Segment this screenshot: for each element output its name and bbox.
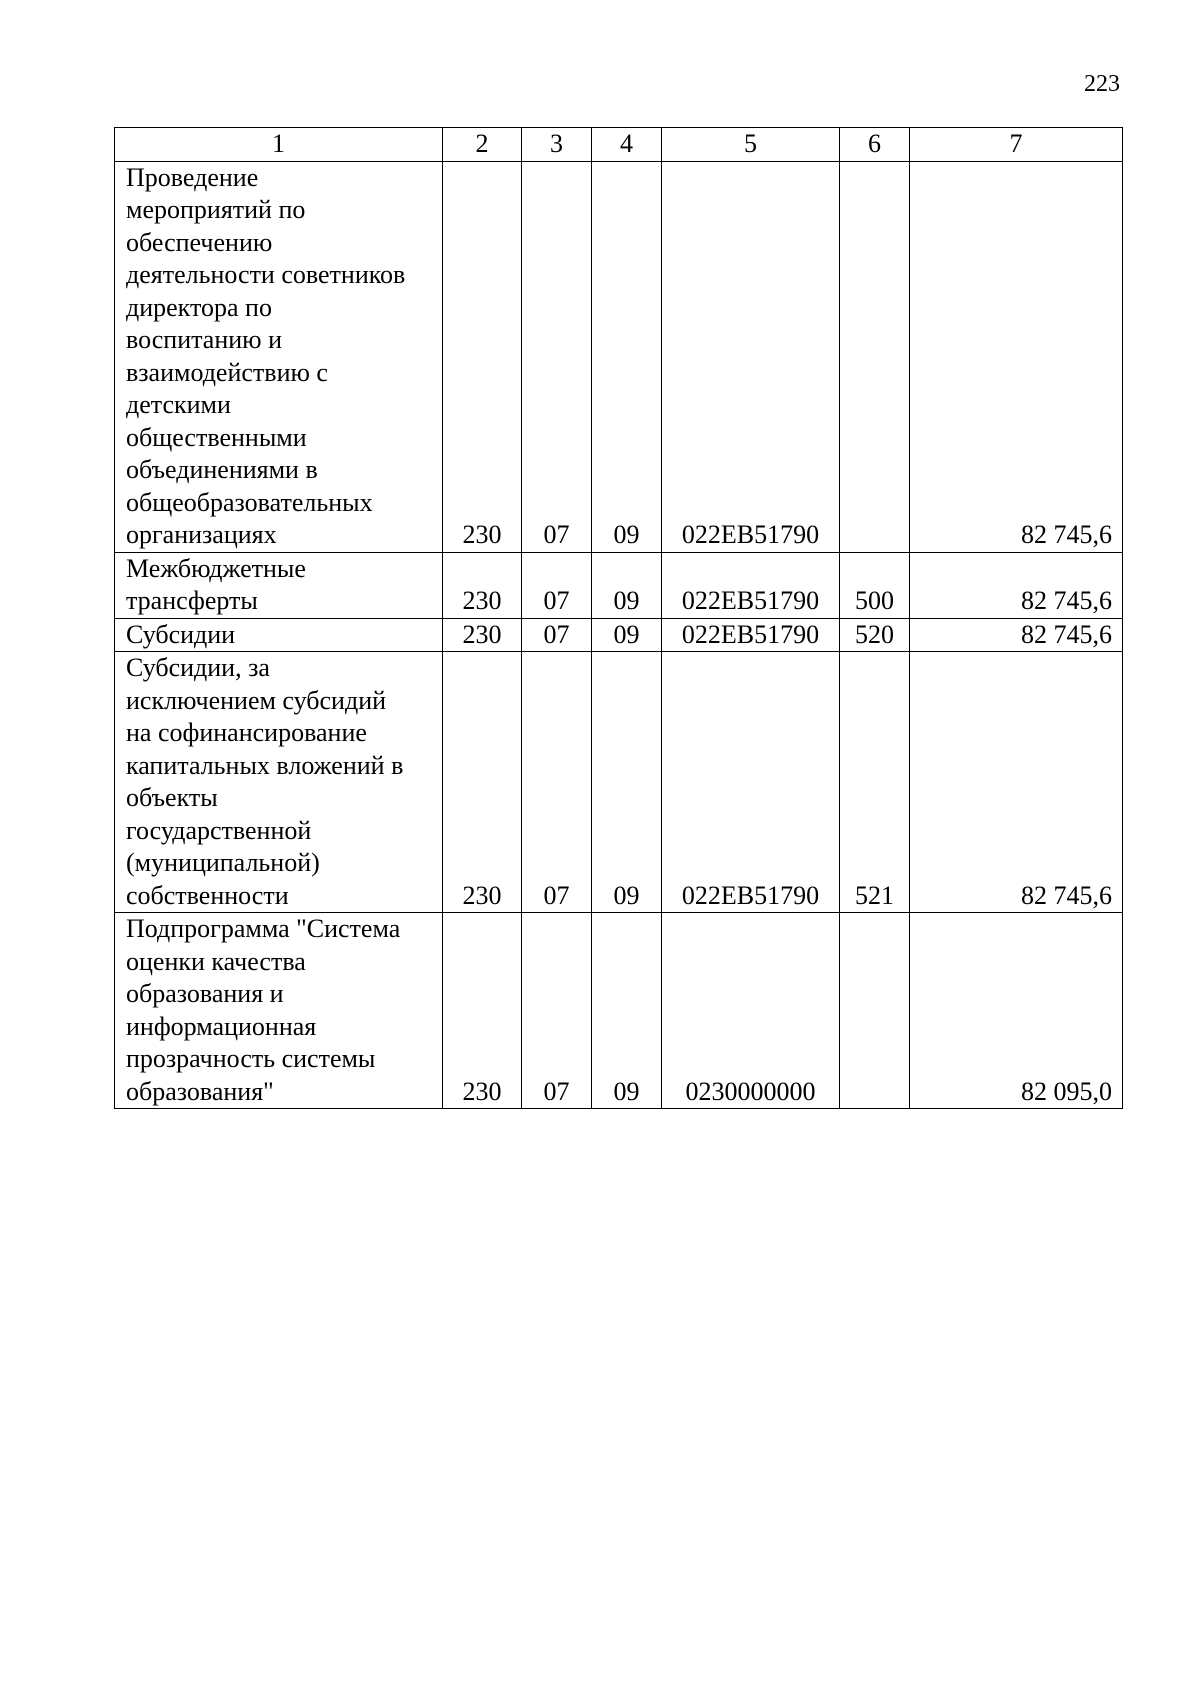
item-name-line: взаимодействию с (126, 357, 328, 387)
item-name-line: трансферты (126, 586, 258, 615)
section-cell: 07 (522, 161, 592, 552)
item-name-line: на софинансирование (126, 718, 367, 747)
item-name-line: детскими (126, 390, 231, 419)
ved-cell: 230 (443, 618, 522, 652)
expense-type-cell: 520 (840, 618, 910, 652)
budget-table (114, 127, 1123, 1109)
item-name-line: общеобразовательных (126, 487, 373, 517)
item-name-cell (115, 652, 443, 913)
expense-type-cell (840, 913, 910, 1109)
ved-cell: 230 (443, 913, 522, 1109)
item-name-line: мероприятий по (126, 195, 306, 224)
item-name-line: Проведение (126, 162, 259, 192)
table-row (115, 552, 1123, 618)
amount-cell: 82 745,6 (910, 652, 1123, 913)
table-row (115, 913, 1123, 1109)
item-name-line: информационная (126, 1011, 317, 1041)
section-cell: 07 (522, 652, 592, 913)
ved-cell: 230 (443, 552, 522, 618)
item-name-line: образования и (126, 979, 284, 1008)
target-article-cell: 0230000000 (662, 913, 840, 1109)
column-header-2: 2 (443, 128, 522, 162)
item-name-line: капитальных вложений в (126, 750, 404, 780)
item-name-line: директора по (126, 292, 272, 322)
item-name-line: Субсидии, за (126, 653, 270, 682)
item-name-cell (115, 618, 443, 652)
item-name-line: Межбюджетные (126, 553, 306, 583)
amount-cell: 82 745,6 (910, 161, 1123, 552)
item-name-line: прозрачность системы (126, 1044, 376, 1073)
expense-type-cell (840, 161, 910, 552)
column-header-6: 6 (840, 128, 910, 162)
item-name-line: объекты (126, 783, 218, 812)
column-header-5: 5 (662, 128, 840, 162)
item-name-line: деятельности советников (126, 260, 406, 289)
column-header-7: 7 (910, 128, 1123, 162)
subsection-cell: 09 (592, 552, 662, 618)
target-article-cell: 022EB51790 (662, 552, 840, 618)
subsection-cell: 09 (592, 161, 662, 552)
item-name-line: Подпрограмма "Система (126, 914, 401, 943)
amount-cell: 82 095,0 (910, 913, 1123, 1109)
target-article-cell: 022EB51790 (662, 161, 840, 552)
column-header-4: 4 (592, 128, 662, 162)
item-name-line: собственности (126, 880, 289, 910)
item-name-cell (115, 552, 443, 618)
ved-cell: 230 (443, 652, 522, 913)
item-name-line: образования" (126, 1076, 274, 1106)
subsection-cell: 09 (592, 913, 662, 1109)
table-row (115, 618, 1123, 652)
table-row (115, 161, 1123, 552)
target-article-cell: 022EB51790 (662, 652, 840, 913)
item-name-line: организациях (126, 520, 277, 549)
item-name-line: Субсидии (126, 619, 236, 649)
section-cell: 07 (522, 913, 592, 1109)
section-cell: 07 (522, 552, 592, 618)
column-header-3: 3 (522, 128, 592, 162)
item-name-line: объединениями в (126, 455, 318, 484)
expense-type-cell: 521 (840, 652, 910, 913)
page-number: 223 (1084, 71, 1120, 97)
item-name-cell (115, 913, 443, 1109)
subsection-cell: 09 (592, 618, 662, 652)
item-name-cell (115, 161, 443, 552)
item-name-line: (муниципальной) (126, 848, 320, 877)
item-name-line: исключением субсидий (126, 685, 387, 715)
amount-cell: 82 745,6 (910, 552, 1123, 618)
item-name-line: воспитанию и (126, 325, 282, 354)
item-name-line: обеспечению (126, 227, 273, 257)
item-name-line: общественными (126, 422, 307, 452)
item-name-line: оценки качества (126, 946, 306, 976)
table-row (115, 652, 1123, 913)
ved-cell: 230 (443, 161, 522, 552)
section-cell: 07 (522, 618, 592, 652)
expense-type-cell: 500 (840, 552, 910, 618)
table-header-row (115, 128, 1123, 162)
subsection-cell: 09 (592, 652, 662, 913)
column-header-1: 1 (115, 128, 443, 162)
item-name-line: государственной (126, 815, 312, 845)
target-article-cell: 022EB51790 (662, 618, 840, 652)
amount-cell: 82 745,6 (910, 618, 1123, 652)
